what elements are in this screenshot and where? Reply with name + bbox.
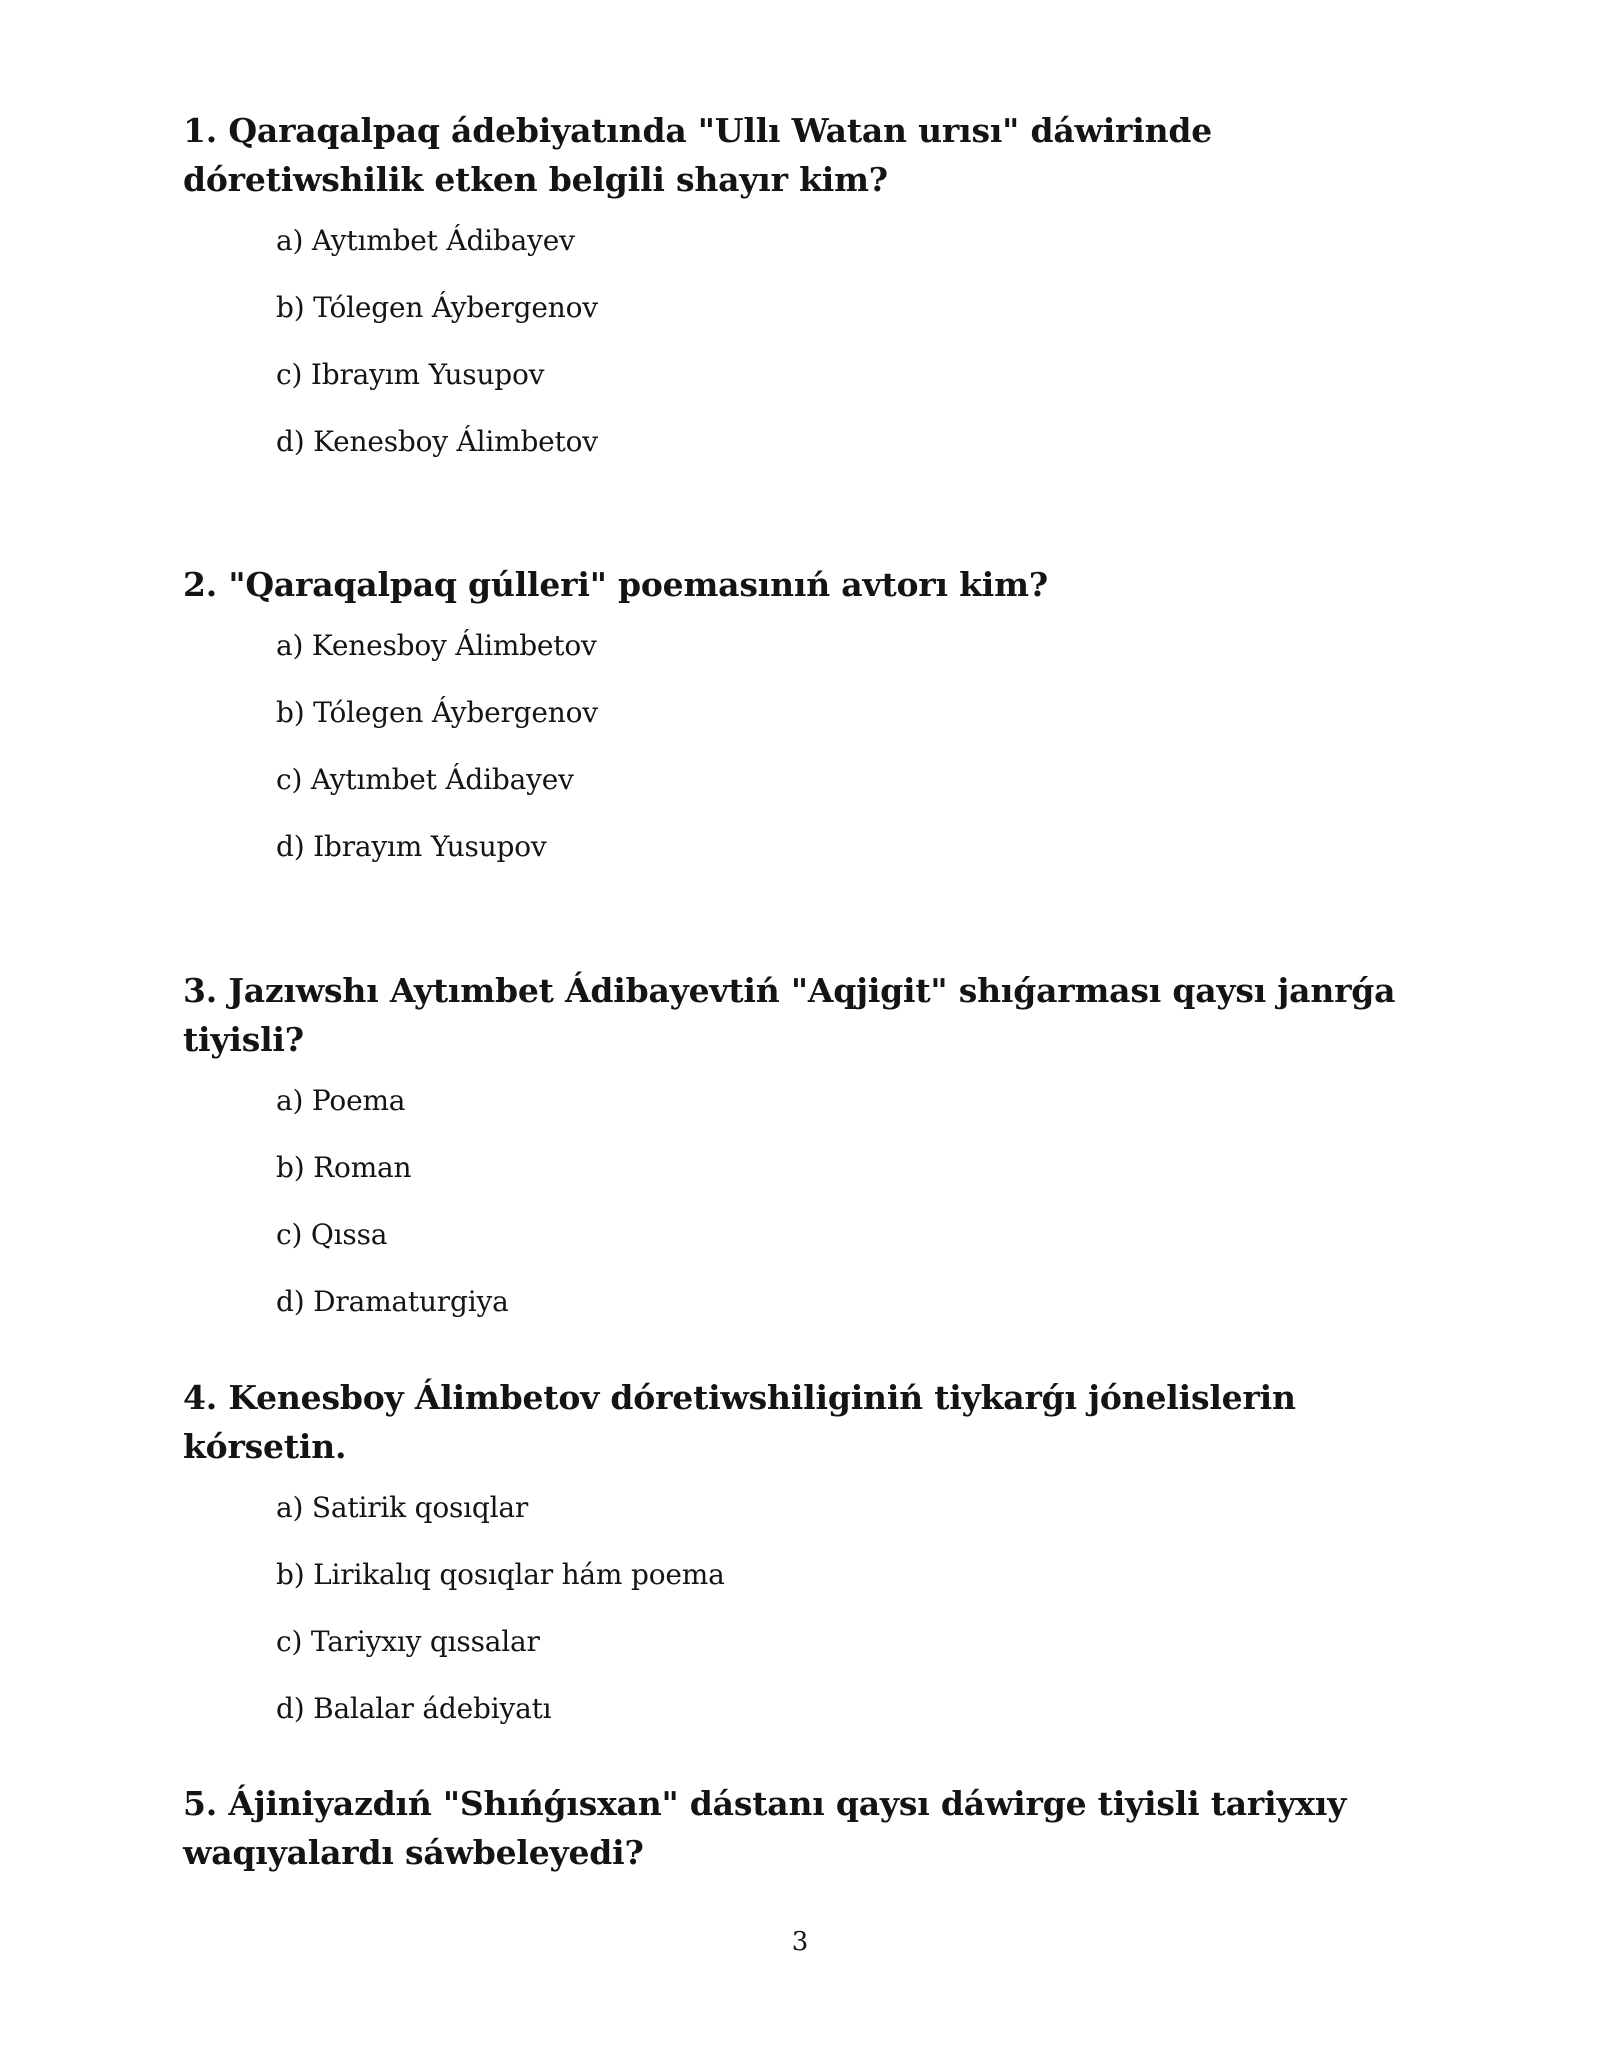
answer-option-b: b) Tólegen Áybergenov — [276, 291, 598, 324]
answer-option-a: a) Kenesboy Álimbetov — [276, 629, 597, 662]
question-text: 2. "Qaraqalpaq gúlleri" poemasınıń avtorı kim? — [183, 565, 1048, 604]
answer-option-a: a) Satirik qosıqlar — [276, 1491, 529, 1524]
answer-option-c: c) Qıssa — [276, 1218, 388, 1251]
answer-options — [183, 224, 1453, 459]
answer-option-c: c) Tariyxıy qıssalar — [276, 1625, 540, 1658]
question-text: 5. Ájiniyazdıń "Shıńǵısxan" dástanı qaysı dáwirge tiyisli tariyxıy waqıyalardı sáwbeleyedi? — [183, 1784, 1347, 1872]
answer-option-d: d) Ibrayım Yusupov — [276, 830, 547, 863]
question-text: 4. Kenesboy Álimbetov dóretiwshiliginiń tiykarǵı jónelislerin kórsetin. — [183, 1378, 1296, 1466]
answer-option-d: d) Kenesboy Álimbetov — [276, 425, 598, 458]
question-2 — [183, 560, 1453, 864]
question-text: 1. Qaraqalpaq ádebiyatında "Ullı Watan urısı" dáwirinde dóretiwshilik etken belgili shayır kim? — [183, 111, 1213, 199]
answer-option-b: b) Lirikalıq qosıqlar hám poema — [276, 1558, 725, 1591]
page-number: 3 — [791, 1927, 809, 1957]
question-4 — [183, 1373, 1453, 1726]
question-5 — [183, 1779, 1453, 1877]
answer-options — [183, 629, 1453, 864]
answer-option-b: b) Tólegen Áybergenov — [276, 696, 598, 729]
answer-options — [183, 1084, 1453, 1319]
answer-option-a: a) Poema — [276, 1084, 406, 1117]
answer-option-a: a) Aytımbet Ádibayev — [276, 224, 575, 257]
question-1 — [183, 106, 1453, 459]
answer-options — [183, 1491, 1453, 1726]
answer-option-c: c) Ibrayım Yusupov — [276, 358, 545, 391]
question-3 — [183, 966, 1453, 1319]
answer-option-d: d) Balalar ádebiyatı — [276, 1692, 552, 1725]
answer-option-b: b) Roman — [276, 1151, 412, 1184]
answer-option-d: d) Dramaturgiya — [276, 1285, 509, 1318]
question-text: 3. Jazıwshı Aytımbet Ádibayevtiń "Aqjigit" shıǵarması qaysı janrǵa tiyisli? — [183, 971, 1396, 1059]
answer-option-c: c) Aytımbet Ádibayev — [276, 763, 574, 796]
